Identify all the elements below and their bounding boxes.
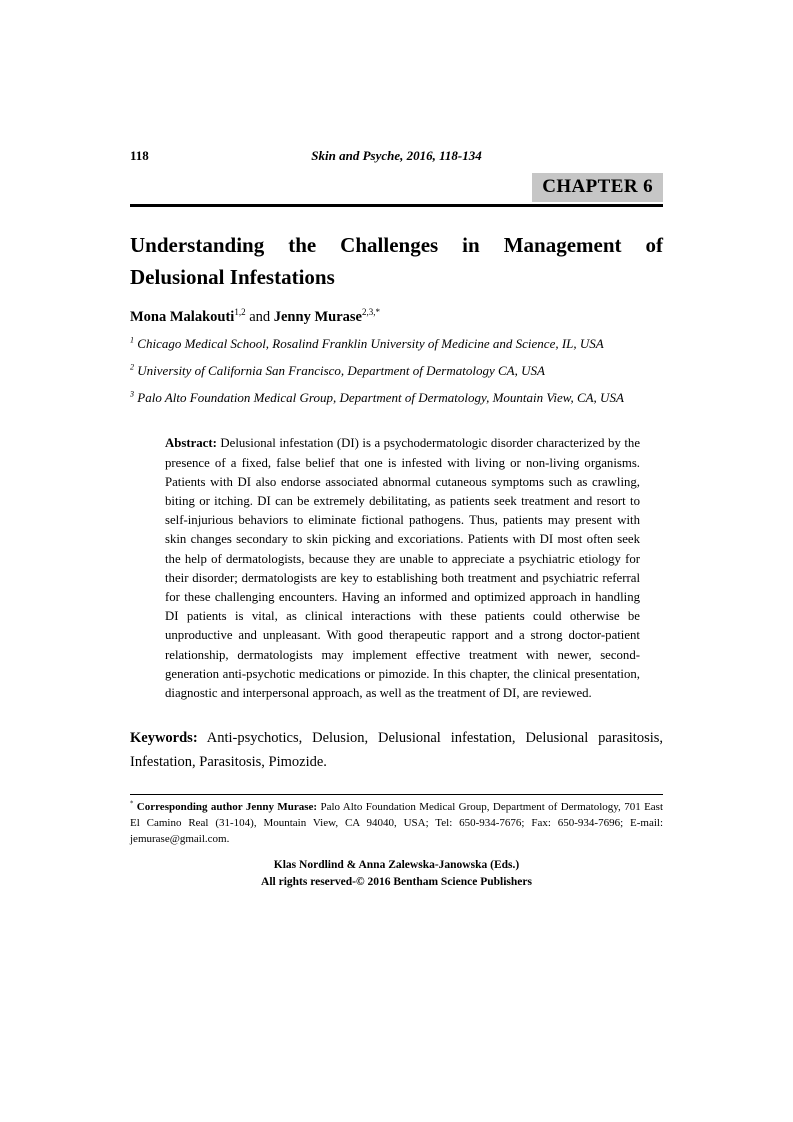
chapter-badge-row: [130, 173, 663, 202]
affiliation-3-marker: 3: [130, 389, 135, 399]
affiliation-2: [130, 363, 663, 380]
abstract-label: Abstract:: [165, 436, 217, 451]
header-rule: [130, 204, 663, 207]
affiliations: [130, 336, 663, 407]
author-1-superscript: 1,2: [234, 306, 246, 317]
copyright-line: All rights reserved-© 2016 Bentham Science Publishers: [261, 876, 532, 889]
article-title: [130, 230, 663, 294]
chapter-badge: CHAPTER 6: [532, 173, 663, 202]
affiliation-3-text: Palo Alto Foundation Medical Group, Department of Dermatology, Mountain View, CA, USA: [137, 389, 624, 405]
authors-line: [130, 306, 663, 326]
editors-line: Klas Nordlind & Anna Zalewska-Janowska (Eds.): [273, 858, 520, 871]
affiliation-1-marker: 1: [130, 335, 135, 345]
abstract-text: Delusional infestation (DI) is a psychodermatologic disorder characterized by the presence of a fixed, false belief that one is infested with living or non-living organisms. Patients with DI also endorse associated abnormal cutaneous symptoms such as crawling, biting or itching. DI can be extremely debilitating, as patients seek treatment and resort to self-injurious behaviors to eliminate fictional pathogens. Thus, patients may present with skin changes secondary to skin picking and excoriations. Patients with DI most often seek the help of dermatologists, because they are unable to appreciate a psychiatric etiology for their disorder; dermatologists are key to establishing both treatment and psychiatric referral for these challenging encounters. Having an informed and optimized approach in handling DI patients is vital, as clinical interactions with these patients could otherwise be unproductive and unpleasant. With good therapeutic rapport and a strong doctor-patient relationship, dermatologists may implement effective treatment with newer, second-generation anti-psychotic medications or pimozide. In this chapter, the clinical presentation, diagnostic and interpersonal approach, as well as the treatment of DI, are reviewed.: [165, 436, 640, 700]
keywords-label: Keywords:: [130, 730, 198, 747]
article-title-line-1: Understanding the Challenges in Management of: [130, 233, 663, 257]
footnote-text: Palo Alto Foundation Medical Group, Department of Dermatology, 701 East El Camino Real (31-104), Mountain View, CA 94040, USA; Tel: 650-934-7676; Fax: 650-934-7696; E-mail: jemurase@gmail.com.: [130, 801, 664, 845]
affiliation-3: [130, 390, 663, 407]
footnote-rule: [130, 794, 663, 795]
keywords-text: Anti-psychotics, Delusion, Delusional infestation, Delusional parasitosis, Infestation, Parasitosis, Pimozide.: [130, 730, 664, 770]
affiliation-2-marker: 2: [130, 362, 135, 372]
authors-connector: and: [245, 308, 274, 325]
footnote-marker: *: [130, 800, 134, 808]
affiliation-2-text: University of California San Francisco, Department of Dermatology CA, USA: [137, 362, 545, 378]
author-1-name: Mona Malakouti: [130, 308, 235, 325]
abstract-paragraph: [165, 434, 640, 703]
corresponding-author-footnote: [130, 800, 663, 848]
page-number: 118: [130, 148, 149, 163]
author-2-name: Jenny Murase: [273, 308, 362, 325]
running-header: [130, 148, 663, 164]
article-title-line-2: Delusional Infestations: [130, 264, 335, 289]
affiliation-1-text: Chicago Medical School, Rosalind Franklin University of Medicine and Science, IL, USA: [137, 335, 604, 351]
footnote-label: Corresponding author Jenny Murase:: [136, 801, 318, 814]
affiliation-1: [130, 336, 663, 353]
running-title: Skin and Psyche, 2016, 118-134: [311, 148, 482, 163]
author-2-superscript: 2,3,*: [361, 306, 380, 317]
keywords-paragraph: [130, 727, 663, 774]
book-footer: [130, 857, 663, 892]
